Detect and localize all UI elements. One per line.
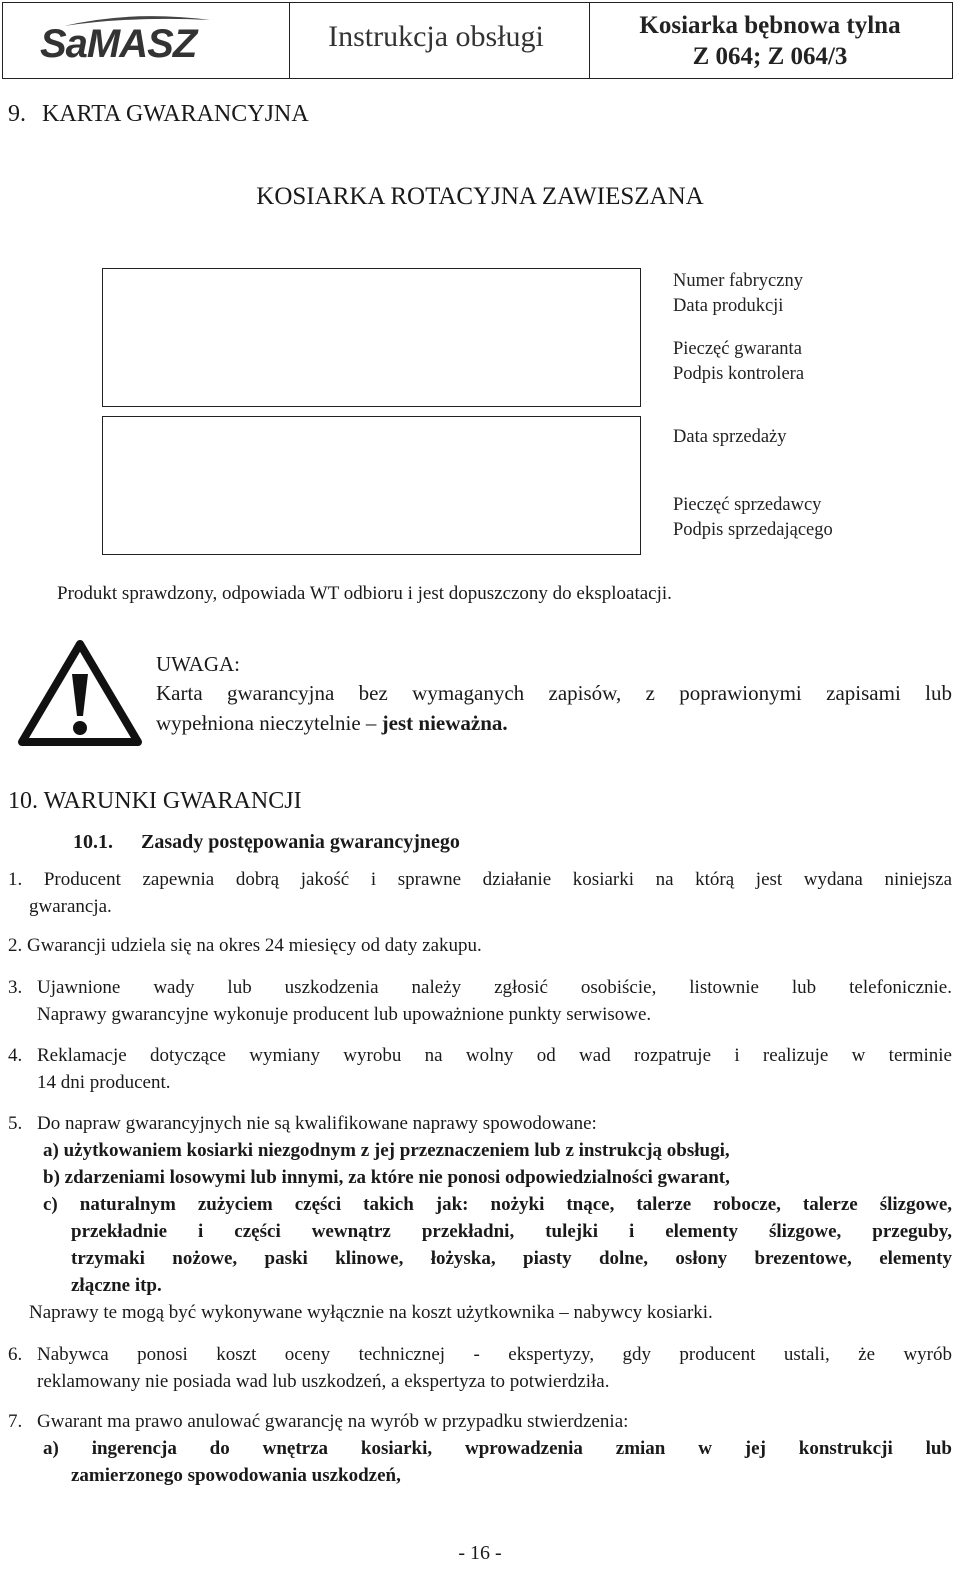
item-5-sublist: a) użytkowaniem kosiarki niezgodnym z jej przeznaczeniem lub z instrukcją obsługi, b) zdarzeniami losowymi lub innymi, za które nie ponosi odpowiedzialności gwarant, c) naturalnym zużyciem części takich jak: nożyki tnące, talerze robocze, talerze ślizgowe, przekładnie i części wewnątrz przekładni, tulejki i elementy ślizgowe, przeguby, trzymaki nożowe, paski klinowe, łożyska, piasty dolne, osłony brezentowe, elementy złączne itp. xyxy=(43,1140,952,1296)
guarantor-stamp-label: Pieczęć gwaranta xyxy=(673,339,802,359)
sale-date-label: Data sprzedaży xyxy=(673,427,787,447)
list-item: 3. Ujawnione wady lub uszkodzenia należy zgłosić osobiście, listownie lub telefonicznie. Naprawy gwarancyjne wykonuje producent lub upoważnione punkty serwisowe. xyxy=(8,977,952,1025)
list-item: 4. Reklamacje dotyczące wymiany wyrobu na wolny od wad rozpatruje i realizuje w terminie 14 dni producent. xyxy=(8,1045,952,1093)
header-product-title: Kosiarka bębnowa tylna Z 064; Z 064/3 xyxy=(639,12,901,70)
section-9-heading: 9. KARTA GWARANCYJNA xyxy=(8,101,309,127)
stamp-box-guarantor xyxy=(102,268,641,407)
list-item: 1. Producent zapewnia dobrą jakość i sprawne działanie kosiarki na którą jest wydana niniejsza gwarancja. xyxy=(8,869,952,917)
section-10-heading: 10. WARUNKI GWARANCJI xyxy=(8,788,302,814)
serial-number-label: Numer fabryczny xyxy=(673,271,803,291)
production-date-label: Data produkcji xyxy=(673,296,784,316)
list-item: 5. Do napraw gwarancyjnych nie są kwalifikowane naprawy spowodowane: xyxy=(8,1113,597,1134)
list-item: 6. Nabywca ponosi koszt oceny technicznej - ekspertyzy, gdy producent ustali, że wyrób reklamowany nie posiada wad lub uszkodzeń, a ekspertyza to potwierdziła. xyxy=(8,1344,952,1392)
warning-label: UWAGA: xyxy=(156,652,240,676)
stamp-box-seller xyxy=(102,416,641,555)
warning-triangle-icon xyxy=(16,636,144,748)
product-checked-text: Produkt sprawdzony, odpowiada WT odbioru i jest dopuszczony do eksploatacji. xyxy=(57,583,672,604)
seller-signature-label: Podpis sprzedającego xyxy=(673,520,833,540)
warning-text: Karta gwarancyjna bez wymaganych zapisów, z poprawionymi zapisami lub wypełniona nieczytelnie – jest nieważna. xyxy=(156,681,952,735)
header-manual-title: Instrukcja obsługi xyxy=(328,20,544,53)
seller-stamp-label: Pieczęć sprzedawcy xyxy=(673,495,822,515)
samasz-logo: SaMASZ xyxy=(40,22,197,66)
controller-signature-label: Podpis kontrolera xyxy=(673,364,805,384)
list-item: 7. Gwarant ma prawo anulować gwarancję na wyrób w przypadku stwierdzenia: xyxy=(8,1411,629,1432)
subsection-10-1-heading: 10.1. Zasady postępowania gwarancyjnego xyxy=(73,831,460,853)
warranty-card-subtitle: KOSIARKA ROTACYJNA ZAWIESZANA xyxy=(256,183,704,210)
item-5-note: Naprawy te mogą być wykonywane wyłącznie na koszt użytkownika – nabywcy kosiarki. xyxy=(29,1302,713,1323)
page-number: - 16 - xyxy=(458,1542,502,1564)
item-7-sublist: a) ingerencja do wnętrza kosiarki, wprowadzenia zmian w jej konstrukcji lub zamierzonego spowodowania uszkodzeń, xyxy=(43,1438,952,1486)
list-item: 2. Gwarancji udziela się na okres 24 miesięcy od daty zakupu. xyxy=(8,935,482,956)
